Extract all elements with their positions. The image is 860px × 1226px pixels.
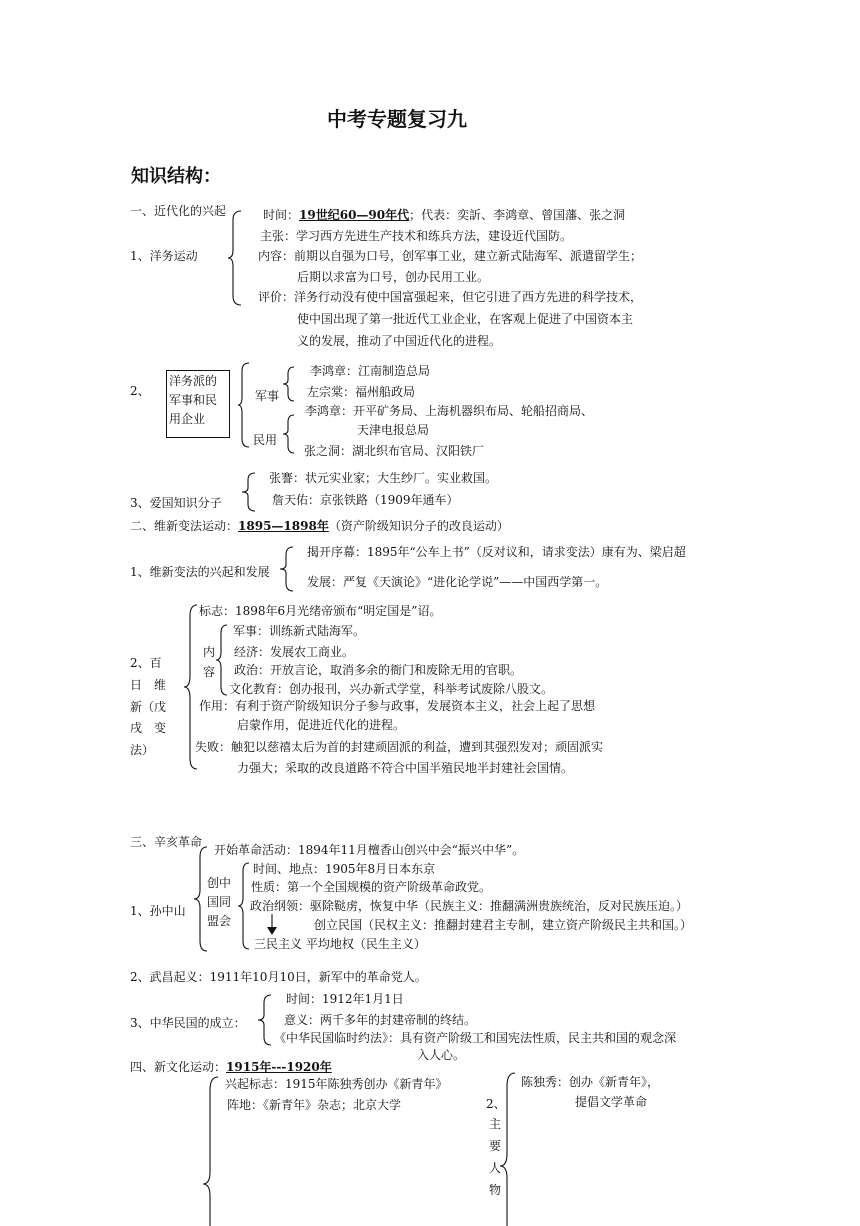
yangwu-time-suffix: ；代表：奕訢、李鸿章、曾国藩、张之洞 (409, 208, 626, 222)
brace-enterprises (238, 362, 250, 448)
section-heading: 知识结构： (131, 166, 221, 187)
yangwu-zhuzhang: 主张：学习西方先进生产技术和练兵方法，建设近代国防。 (260, 229, 573, 243)
sun-label: 1、孙中山 (130, 904, 186, 918)
weixin-1-line-2: 发展：严复《天演论》“进化论学说”——中国西学第一。 (307, 575, 608, 589)
minguo-shijian: 时间：1912年1月1日 (286, 992, 404, 1006)
intellectuals-1: 张謇：状元实业家；大生纱厂。实业救国。 (269, 471, 498, 485)
brace-tongmenghui (238, 862, 250, 950)
item-3-label: 3、爱国知识分子 (130, 496, 222, 510)
xinwenhua-xingqi: 兴起标志：1915年陈独秀创办《新青年》 (225, 1077, 448, 1091)
renwu-char-4: 物 (489, 1183, 502, 1197)
brace-neirong (216, 624, 228, 696)
yangwu-neirong-1: 内容：前期以自强为口号，创军事工业，建立新式陆海军、派遣留学生； (258, 249, 643, 263)
junshi-label: 军事 (255, 389, 280, 403)
tongmenghui-shijian: 时间、地点：1905年8月日本东京 (253, 862, 436, 876)
pingjun-diquan: 平均地权（民生主义） (305, 937, 426, 951)
section-2-date: 1895—1898年 (238, 519, 329, 533)
yangwu-pingjia-2: 使中国出现了第一批近代工业企业，在客观上促进了中国资本主 (297, 312, 634, 326)
section-4-date: 1915年---1920年 (226, 1060, 332, 1074)
brace-minguo (258, 994, 272, 1046)
bairi-shibai-2: 力强大；采取的改良道路不符合中国半殖民地半封建社会国情。 (237, 761, 574, 775)
chen-duxiu-1: 陈独秀：创办《新青年》， (521, 1075, 660, 1089)
brace-xinwenhua (203, 1076, 219, 1226)
minyong-label: 民用 (253, 433, 278, 447)
neirong-char-2: 容 (203, 665, 216, 679)
brace-yangwu (228, 210, 242, 306)
minguo-yiyi: 意义：两千多年的封建帝制的终结。 (284, 1013, 477, 1027)
neirong-zhengzhi: 政治：开放言论，取消多余的衙门和废除无用的官职。 (234, 663, 523, 677)
sanmin-label: 三民主义 (254, 937, 303, 951)
sun-kaishi: 开始革命活动：1894年11月檀香山创兴中会“振兴中华”。 (214, 843, 525, 857)
neirong-jingji: 经济：发展农工商业。 (234, 645, 355, 659)
junshi-item-2: 左宗棠：福州船政局 (307, 385, 416, 399)
bairi-label-2: 日 维 (130, 678, 167, 692)
yangwu-time-line (263, 208, 625, 223)
yangwu-label: 1、洋务运动 (130, 249, 198, 263)
yangwu-pingjia-3: 义的发展，推动了中国近代化的进程。 (297, 334, 502, 348)
bairi-shibai-1: 失败：触犯以慈禧太后为首的封建顽固派的利益，遭到其强烈发对；顽固派实 (195, 740, 604, 754)
minyong-item-2: 天津电报总局 (357, 423, 430, 437)
section-3-title: 三、辛亥革命 (130, 835, 203, 849)
renwu-number: 2、 (486, 1097, 506, 1111)
chen-duxiu-2: 提倡文学革命 (575, 1095, 648, 1109)
enterprise-box: 洋务派的军事和民用企业 (166, 370, 230, 438)
brace-renwu (500, 1072, 516, 1222)
brace-sun (194, 846, 208, 952)
neirong-wenhua: 文化教育：创办报刊，兴办新式学堂，科举考试废除八股文。 (229, 682, 554, 696)
bairi-zuoyong-2: 启蒙作用，促进近代化的进程。 (237, 718, 406, 732)
bairi-label-3: 新（戊 (130, 700, 167, 714)
yangwu-neirong-2: 后期以求富为口号，创办民用工业。 (297, 270, 490, 284)
minguo-yuefa-2: 入人心。 (417, 1048, 466, 1062)
yangwu-time-value: 19世纪60—90年代 (299, 208, 410, 222)
section-2-title (130, 519, 509, 534)
neirong-junshi: 军事：训练新式陆海军。 (233, 624, 366, 638)
tongmenghui-gangling-2: 创立民国（民权主义：推翻封建君主专制，建立资产阶级民主共和国。） (314, 918, 693, 932)
sanmin-zhuyi (254, 937, 426, 952)
brace-junshi (283, 366, 295, 402)
junshi-item-1: 李鸿章：江南制造总局 (310, 364, 431, 378)
tongmenghui-char-2: 国同 (207, 895, 232, 909)
section-2-suffix: （资产阶级知识分子的改良运动） (328, 519, 509, 533)
page-title: 中考专题复习九 (327, 107, 467, 131)
item-2-number: 2、 (130, 384, 150, 398)
weixin-1-label: 1、维新变法的兴起和发展 (130, 565, 270, 579)
minguo-label: 3、中华民国的成立： (130, 1016, 246, 1030)
xinwenhua-zhendi: 阵地：《新青年》杂志；北京大学 (227, 1098, 402, 1112)
intellectuals-2: 詹天佑：京张铁路（1909年通车） (272, 493, 459, 507)
minyong-item-1: 李鸿章：开平矿务局、上海机器织布局、轮船招商局、 (305, 404, 594, 418)
renwu-char-3: 人 (489, 1161, 502, 1175)
tongmenghui-char-3: 盟会 (207, 914, 232, 928)
tongmenghui-char-1: 创中 (207, 876, 232, 890)
section-4-title (130, 1060, 332, 1075)
tongmenghui-xingzhi: 性质：第一个全国规模的资产阶级革命政党。 (251, 880, 492, 894)
minyong-item-3: 张之洞：湖北织布官局、汉阳铁厂 (304, 444, 485, 458)
renwu-char-1: 主 (489, 1117, 502, 1131)
minguo-yuefa-1: 《中华民国临时约法》：具有资产阶级工和国宪法性质，民主共和国的观念深 (274, 1031, 677, 1045)
brace-intellectuals (242, 472, 256, 512)
wuchang-uprising: 2、武昌起义：1911年10月10日，新军中的革命党人。 (130, 970, 427, 984)
neirong-char-1: 内 (203, 645, 216, 659)
brace-weixin-1 (280, 546, 294, 592)
section-1-title: 一、近代化的兴起 (130, 204, 227, 218)
tongmenghui-gangling-1: 政治纲领：驱除鞑虏，恢复中华（民族主义：推翻满洲贵族统治，反对民族压迫。） (250, 899, 689, 913)
section-2-prefix: 二、维新变法运动： (130, 519, 239, 533)
bairi-label-1: 2、百 (130, 656, 162, 670)
yangwu-pingjia-1: 评价：洋务行动没有使中国富强起来，但它引进了西方先进的科学技术， (258, 290, 643, 304)
bairi-label-4: 戌 变 (130, 721, 167, 735)
bairi-biaozhi: 标志：1898年6月光绪帝颁布“明定国是”诏。 (199, 604, 442, 618)
section-4-prefix: 四、新文化运动： (130, 1060, 227, 1074)
yangwu-time-prefix: 时间： (263, 208, 300, 222)
bairi-label-5: 法） (130, 743, 155, 757)
brace-minyong (283, 414, 295, 454)
weixin-1-line-1: 揭开序幕：1895年“公车上书”（反对议和，请求变法）康有为、梁启超 (307, 545, 686, 559)
bairi-zuoyong-1: 作用：有利于资产阶级知识分子参与政事，发展资本主义，社会上起了思想 (199, 699, 596, 713)
down-arrow-icon (266, 914, 278, 936)
renwu-char-2: 要 (489, 1139, 502, 1153)
